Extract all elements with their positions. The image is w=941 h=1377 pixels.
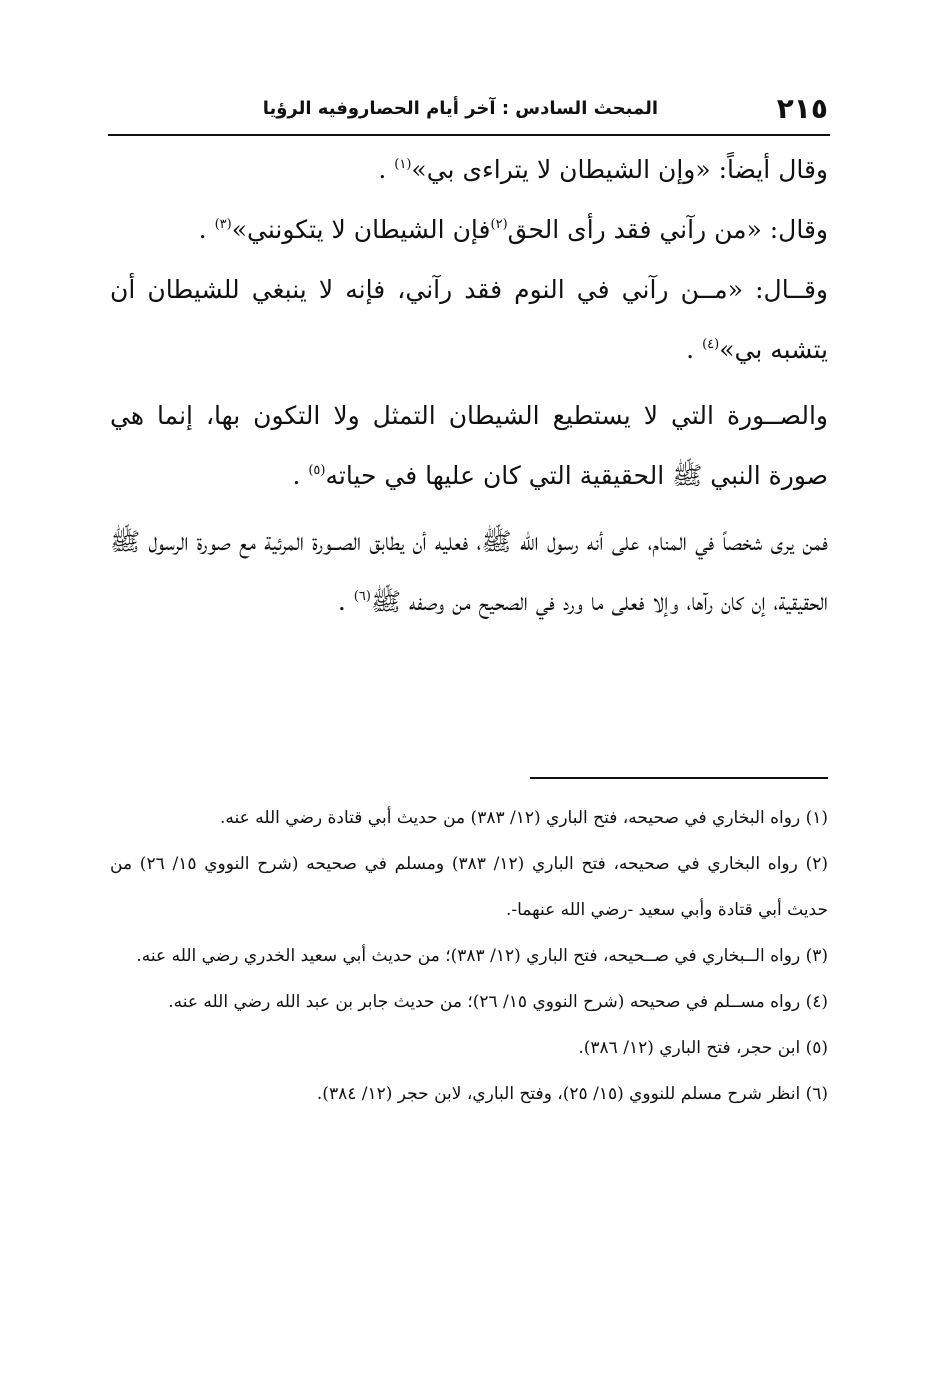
paragraph-1 <box>110 140 828 200</box>
paragraph-5 <box>110 512 828 632</box>
paragraph-4 <box>110 386 828 506</box>
footnote-ref-1: (١) <box>394 157 412 172</box>
footnotes <box>110 795 828 1117</box>
paragraph-2-text: وقال: «من رآني فقد رأى الحق <box>507 215 828 244</box>
footnote-ref-2: (٢) <box>490 217 508 232</box>
running-title: المبحث السادس : آخر أيام الحصاروفيه الرؤيا <box>262 98 658 119</box>
paragraph-5-text: فمن يرى شخصاً في المنام، على أنه رسول الله ﷺ، فعليه أن يطابق الصــورة المرئية مع صورة الرسول ﷺ الحقيقية، إن كان رآها، وإلا فعلى ما ورد في الصحيح من وصفه ﷺ <box>110 527 828 616</box>
footnote-ref-5: (٥) <box>308 463 326 478</box>
paragraph-1-text: وقال أيضاً: «وإن الشيطان لا يتراءى بي» <box>411 155 828 184</box>
body-text <box>110 140 828 632</box>
footnote-4: (٤) رواه مســلم في صحيحه (شرح النووي ١٥/ ٢٦)؛ من حديث جابر بن عبد الله رضي الله عنه. <box>168 992 828 1012</box>
footnote-ref-6: (٦) <box>353 589 371 604</box>
footnote-separator <box>530 777 828 779</box>
page-header <box>110 92 828 132</box>
footnote-3: (٣) رواه الــبخاري في صــحيحه، فتح الباري (١٢/ ٣٨٣)؛ من حديث أبي سعيد الخدري رضي الله عنه. <box>136 946 828 966</box>
paragraph-2 <box>110 200 828 260</box>
paragraph-1-end: . <box>378 155 395 184</box>
footnote-ref-4: (٤) <box>702 337 720 352</box>
paragraph-4-end: . <box>292 461 309 490</box>
paragraph-3-text: وقــال: «مــن رآني في النوم فقد رآني، فإنه لا ينبغي للشيطان أن يتشبه بي» <box>110 275 828 364</box>
paragraph-2-end: . <box>198 215 215 244</box>
footnote-6: (٦) انظر شرح مسلم للنووي (١٥/ ٢٥)، وفتح الباري، لابن حجر (١٢/ ٣٨٤). <box>316 1084 828 1104</box>
footnote-ref-3: (٣) <box>214 217 232 232</box>
paragraph-5-end: . <box>337 587 354 616</box>
paragraph-3-end: . <box>686 335 703 364</box>
paragraph-3 <box>110 260 828 380</box>
page-number: ٢١٥ <box>776 92 828 125</box>
footnote-2: (٢) رواه البخاري في صحيحه، فتح الباري (١٢/ ٣٨٣) ومسلم في صحيحه (شرح النووي ١٥/ ٢٦) من حديث أبي قتادة وأبي سعيد -رضي الله عنهما-. <box>110 854 829 920</box>
footnote-5: (٥) ابن حجر، فتح الباري (١٢/ ٣٨٦). <box>578 1038 828 1058</box>
paragraph-2-middle: فإن الشيطان لا يتكونني» <box>231 215 491 244</box>
paragraph-4-text: والصــورة التي لا يستطيع الشيطان التمثل ولا التكون بها، إنما هي صورة النبي ﷺ الحقيقية التي كان عليها في حياته <box>110 401 828 490</box>
header-rule <box>108 134 830 136</box>
footnote-1: (١) رواه البخاري في صحيحه، فتح الباري (١٢/ ٣٨٣) من حديث أبي قتادة رضي الله عنه. <box>220 808 828 828</box>
